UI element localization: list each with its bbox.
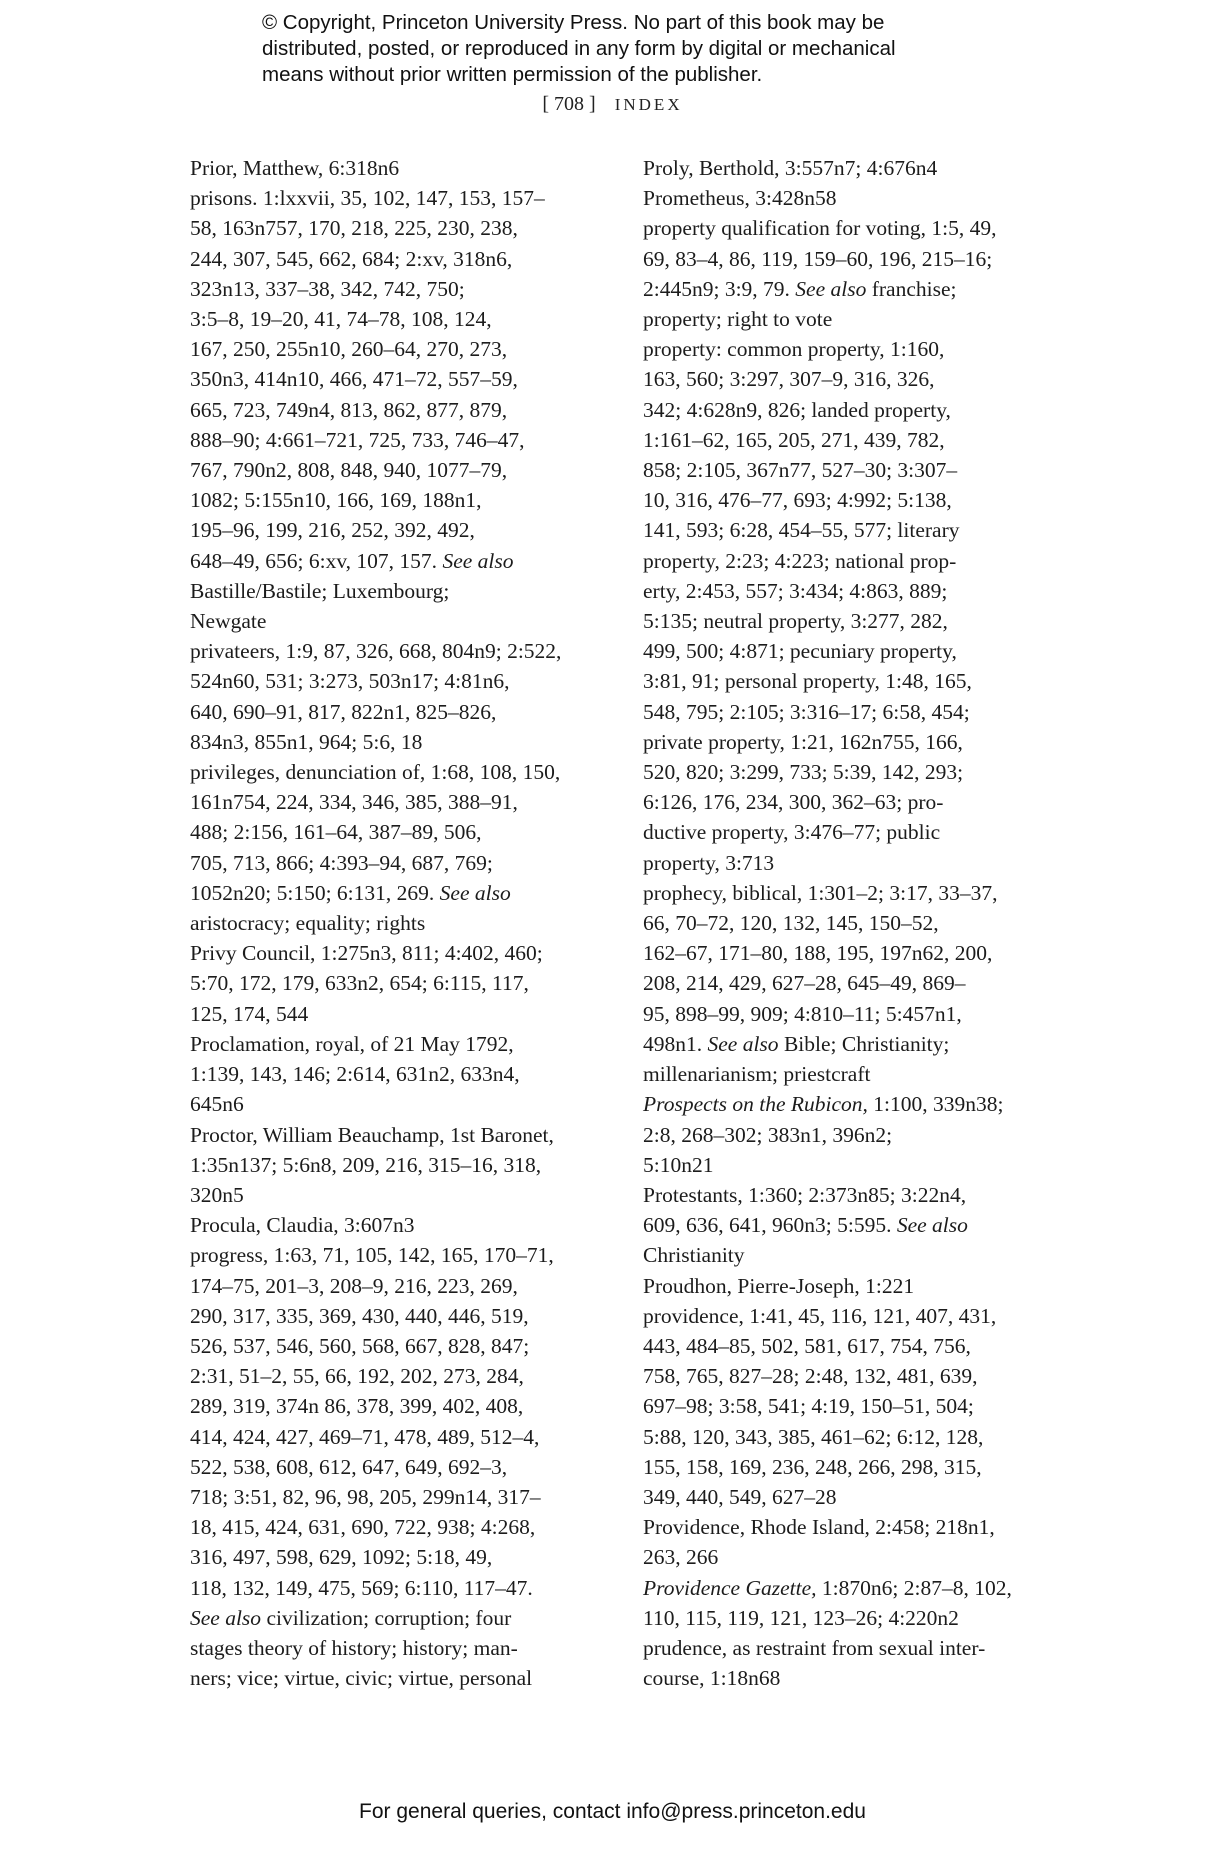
- index-entry-line: 443, 484–85, 502, 581, 617, 754, 756,: [643, 1333, 971, 1358]
- index-entry: [190, 636, 610, 757]
- index-entry-line: 10, 316, 476–77, 693; 4:992; 5:138,: [643, 488, 952, 513]
- index-entry-line: erty, 2:453, 557; 3:434; 4:863, 889;: [643, 578, 948, 603]
- index-entry-line: 263, 266: [643, 1545, 719, 1570]
- index-entry-line: 3:5–8, 19–20, 41, 74–78, 108, 124,: [190, 307, 492, 332]
- index-entry-line: 69, 83–4, 86, 119, 159–60, 196, 215–16;: [643, 246, 993, 271]
- index-entry: [643, 878, 1058, 1089]
- copyright-line: © Copyright, Princeton University Press. No part of this book may be: [262, 11, 885, 34]
- index-entry: [190, 1240, 610, 1693]
- index-entry-line: 95, 898–99, 909; 4:810–11; 5:457n1,: [643, 1001, 962, 1026]
- index-entry-line: 2:8, 268–302; 383n1, 396n2;: [643, 1122, 893, 1147]
- copyright-notice: [262, 10, 1022, 88]
- index-entry: [190, 1210, 610, 1240]
- index-entry-line: 1052n20; 5:150; 6:131, 269. See also: [190, 880, 511, 905]
- index-entry-line: 5:10n21: [643, 1152, 714, 1177]
- index-entry-line: Proly, Berthold, 3:557n7; 4:676n4: [643, 156, 938, 180]
- index-entry: [643, 1633, 1058, 1693]
- index-column-right: [643, 153, 1058, 1693]
- index-entry-line: prophecy, biblical, 1:301–2; 3:17, 33–37,: [643, 880, 998, 905]
- index-entry-line: 834n3, 855n1, 964; 5:6, 18: [190, 729, 423, 754]
- index-entry-line: See also civilization; corruption; four: [190, 1605, 512, 1630]
- index-entry-line: 2:31, 51–2, 55, 66, 192, 202, 273, 284,: [190, 1364, 524, 1389]
- index-entry-line: 66, 70–72, 120, 132, 145, 150–52,: [643, 911, 939, 936]
- index-entry-line: 244, 307, 545, 662, 684; 2:xv, 318n6,: [190, 246, 513, 271]
- index-entry-line: 499, 500; 4:871; pecuniary property,: [643, 639, 957, 664]
- index-entry: [643, 1573, 1058, 1633]
- index-entry-line: progress, 1:63, 71, 105, 142, 165, 170–71,: [190, 1243, 554, 1268]
- index-entry-line: 758, 765, 827–28; 2:48, 132, 481, 639,: [643, 1364, 978, 1389]
- index-entry-line: Prospects on the Rubicon, 1:100, 339n38;: [643, 1092, 1004, 1117]
- index-entry-line: 526, 537, 546, 560, 568, 667, 828, 847;: [190, 1333, 530, 1358]
- page-number: [ 708 ]: [542, 93, 596, 115]
- index-entry-line: 167, 250, 255n10, 260–64, 270, 273,: [190, 337, 508, 362]
- index-entry-line: 316, 497, 598, 629, 1092; 5:18, 49,: [190, 1545, 493, 1570]
- index-entry: [643, 1301, 1058, 1512]
- index-entry-line: Proclamation, royal, of 21 May 1792,: [190, 1031, 514, 1056]
- index-entry-line: 349, 440, 549, 627–28: [643, 1484, 837, 1509]
- index-entry-line: property: common property, 1:160,: [643, 337, 945, 362]
- index-entry-line: course, 1:18n68: [643, 1666, 781, 1691]
- index-entry-line: 110, 115, 119, 121, 123–26; 4:220n2: [643, 1605, 959, 1630]
- index-entry-line: 414, 424, 427, 469–71, 478, 489, 512–4,: [190, 1424, 540, 1449]
- index-entry-line: property qualification for voting, 1:5, 49,: [643, 216, 997, 241]
- index-entry-line: property, 3:713: [643, 850, 775, 875]
- index-entry-line: 350n3, 414n10, 466, 471–72, 557–59,: [190, 367, 518, 392]
- index-entry-line: 640, 690–91, 817, 822n1, 825–826,: [190, 699, 497, 724]
- index-entry-line: 665, 723, 749n4, 813, 862, 877, 879,: [190, 397, 508, 422]
- index-entry-line: privileges, denunciation of, 1:68, 108, 150,: [190, 760, 561, 785]
- index-entry-line: 163, 560; 3:297, 307–9, 316, 326,: [643, 367, 935, 392]
- index-entry-line: 161n754, 224, 334, 346, 385, 388–91,: [190, 790, 518, 815]
- index-entry-line: millenarianism; priestcraft: [643, 1062, 871, 1087]
- index-entry-line: property, 2:23; 4:223; national prop-: [643, 548, 957, 573]
- index-entry-line: property; right to vote: [643, 307, 833, 332]
- index-entry: [643, 213, 1058, 334]
- index-entry-line: Bastille/Bastile; Luxembourg;: [190, 578, 450, 603]
- index-entry-line: 609, 636, 641, 960n3; 5:595. See also: [643, 1213, 968, 1238]
- index-entry-line: 289, 319, 374n 86, 378, 399, 402, 408,: [190, 1394, 524, 1419]
- index-entry: [643, 334, 1058, 878]
- index-entry-line: 5:88, 120, 343, 385, 461–62; 6:12, 128,: [643, 1424, 984, 1449]
- index-entry-line: 18, 415, 424, 631, 690, 722, 938; 4:268,: [190, 1515, 536, 1540]
- index-entry-line: Providence Gazette, 1:870n6; 2:87–8, 102,: [643, 1575, 1012, 1600]
- index-entry: [190, 938, 610, 1029]
- copyright-line: distributed, posted, or reproduced in any form by digital or mechanical: [262, 37, 896, 60]
- index-entry: [643, 1089, 1058, 1180]
- index-column-left: [190, 153, 610, 1693]
- index-entry-line: 155, 158, 169, 236, 248, 266, 298, 315,: [643, 1454, 982, 1479]
- index-entry-line: 697–98; 3:58, 541; 4:19, 150–51, 504;: [643, 1394, 974, 1419]
- index-entry-line: privateers, 1:9, 87, 326, 668, 804n9; 2:522,: [190, 639, 562, 664]
- index-entry-line: 1082; 5:155n10, 166, 169, 188n1,: [190, 488, 482, 513]
- index-entry-line: 3:81, 91; personal property, 1:48, 165,: [643, 669, 972, 694]
- index-entry-line: ners; vice; virtue, civic; virtue, personal: [190, 1666, 533, 1691]
- index-entry-line: Newgate: [190, 609, 267, 634]
- index-entry-line: 342; 4:628n9, 826; landed property,: [643, 397, 951, 422]
- index-entry-line: prisons. 1:lxxvii, 35, 102, 147, 153, 157–: [190, 186, 545, 211]
- index-entry-line: 520, 820; 3:299, 733; 5:39, 142, 293;: [643, 760, 964, 785]
- index-entry-line: 2:445n9; 3:9, 79. See also franchise;: [643, 276, 957, 301]
- index-entry-line: 767, 790n2, 808, 848, 940, 1077–79,: [190, 458, 508, 483]
- index-entry-line: 548, 795; 2:105; 3:316–17; 6:58, 454;: [643, 699, 970, 724]
- index-entry: [643, 1512, 1058, 1572]
- index-entry-line: 1:161–62, 165, 205, 271, 439, 782,: [643, 427, 945, 452]
- index-entry-line: stages theory of history; history; man-: [190, 1635, 518, 1660]
- index-entry-line: 498n1. See also Bible; Christianity;: [643, 1031, 950, 1056]
- index-entry: [190, 757, 610, 938]
- index-entry-line: Privy Council, 1:275n3, 811; 4:402, 460;: [190, 941, 543, 966]
- index-entry: [643, 153, 1058, 183]
- index-entry-line: 125, 174, 544: [190, 1001, 309, 1026]
- index-entry: [190, 1029, 610, 1120]
- index-entry-line: 718; 3:51, 82, 96, 98, 205, 299n14, 317–: [190, 1484, 541, 1509]
- index-entry-line: prudence, as restraint from sexual inter-: [643, 1635, 986, 1660]
- index-entry-line: 118, 132, 149, 475, 569; 6:110, 117–47.: [190, 1575, 533, 1600]
- index-entry-line: 524n60, 531; 3:273, 503n17; 4:81n6,: [190, 669, 510, 694]
- running-head: [0, 93, 1225, 116]
- index-entry: [190, 153, 610, 183]
- index-entry: [643, 1180, 1058, 1271]
- index-entry-line: 5:135; neutral property, 3:277, 282,: [643, 609, 948, 634]
- index-entry-line: aristocracy; equality; rights: [190, 911, 426, 936]
- index-entry-line: Christianity: [643, 1243, 745, 1268]
- index-entry: [190, 1120, 610, 1211]
- index-entry-line: Procula, Claudia, 3:607n3: [190, 1213, 415, 1238]
- index-entry-line: Prometheus, 3:428n58: [643, 186, 837, 211]
- index-entry-line: 5:70, 172, 179, 633n2, 654; 6:115, 117,: [190, 971, 529, 996]
- index-entry-line: private property, 1:21, 162n755, 166,: [643, 729, 963, 754]
- index-entry-line: Providence, Rhode Island, 2:458; 218n1,: [643, 1515, 995, 1540]
- index-entry-line: Proudhon, Pierre-Joseph, 1:221: [643, 1273, 915, 1298]
- index-entry-line: 1:35n137; 5:6n8, 209, 216, 315–16, 318,: [190, 1152, 542, 1177]
- index-entry-line: Prior, Matthew, 6:318n6: [190, 156, 400, 180]
- index-entry-line: 290, 317, 335, 369, 430, 440, 446, 519,: [190, 1303, 529, 1328]
- index-entry-line: 162–67, 171–80, 188, 195, 197n62, 200,: [643, 941, 993, 966]
- index-entry-line: Protestants, 1:360; 2:373n85; 3:22n4,: [643, 1182, 967, 1207]
- index-entry-line: ductive property, 3:476–77; public: [643, 820, 941, 845]
- index-entry-line: 1:139, 143, 146; 2:614, 631n2, 633n4,: [190, 1062, 520, 1087]
- index-entry-line: 488; 2:156, 161–64, 387–89, 506,: [190, 820, 482, 845]
- index-entry-line: Proctor, William Beauchamp, 1st Baronet,: [190, 1122, 554, 1147]
- index-entry-line: 174–75, 201–3, 208–9, 216, 223, 269,: [190, 1273, 518, 1298]
- index-entry: [643, 183, 1058, 213]
- footer-contact: For general queries, contact info@press.princeton.edu: [359, 1800, 866, 1823]
- index-entry-line: providence, 1:41, 45, 116, 121, 407, 431,: [643, 1303, 997, 1328]
- index-entry-line: 195–96, 199, 216, 252, 392, 492,: [190, 518, 475, 543]
- index-entry-line: 888–90; 4:661–721, 725, 733, 746–47,: [190, 427, 525, 452]
- index-entry: [643, 1271, 1058, 1301]
- index-entry: [190, 183, 610, 636]
- index-entry-line: 323n13, 337–38, 342, 742, 750;: [190, 276, 465, 301]
- section-title: INDEX: [614, 95, 683, 114]
- index-entry-line: 858; 2:105, 367n77, 527–30; 3:307–: [643, 458, 958, 483]
- index-entry-line: 648–49, 656; 6:xv, 107, 157. See also: [190, 548, 514, 573]
- index-entry-line: 58, 163n757, 170, 218, 225, 230, 238,: [190, 216, 518, 241]
- index-entry-line: 6:126, 176, 234, 300, 362–63; pro-: [643, 790, 944, 815]
- index-entry-line: 705, 713, 866; 4:393–94, 687, 769;: [190, 850, 493, 875]
- index-entry-line: 522, 538, 608, 612, 647, 649, 692–3,: [190, 1454, 508, 1479]
- index-entry-line: 320n5: [190, 1182, 244, 1207]
- index-entry-line: 141, 593; 6:28, 454–55, 577; literary: [643, 518, 960, 543]
- index-entry-line: 208, 214, 429, 627–28, 645–49, 869–: [643, 971, 966, 996]
- index-entry-line: 645n6: [190, 1092, 244, 1117]
- copyright-line: means without prior written permission of the publisher.: [262, 63, 763, 86]
